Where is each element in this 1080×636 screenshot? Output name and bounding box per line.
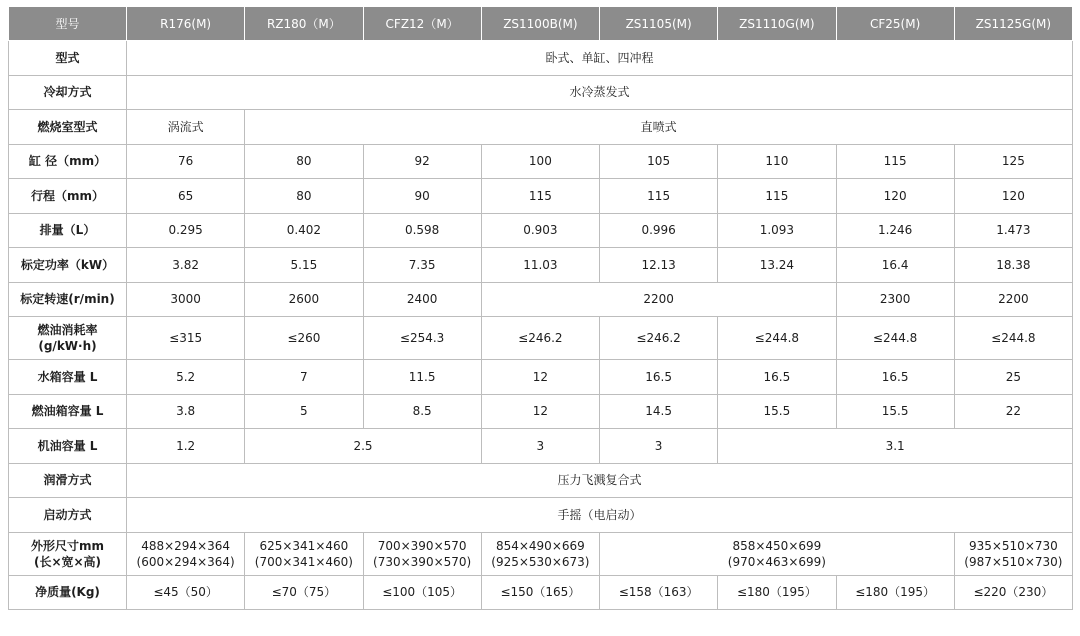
cell: ≤100（105） <box>363 575 481 610</box>
cell: 80 <box>245 144 363 179</box>
cell-line: 488×294×364 <box>141 538 231 553</box>
header-row <box>9 7 1073 41</box>
row-combustion <box>9 110 1073 145</box>
cell: ≤180（195） <box>836 575 954 610</box>
model-header: CF25(M) <box>836 7 954 41</box>
row-label: 型式 <box>9 41 127 76</box>
cell-line: (730×390×570) <box>373 554 472 569</box>
cell: 7.35 <box>363 248 481 283</box>
cell: 125 <box>954 144 1072 179</box>
cell-line: 858×450×699 <box>732 538 822 553</box>
row-starting <box>9 498 1073 533</box>
cell: 65 <box>127 179 245 214</box>
cell: 3 <box>481 429 599 464</box>
row-label: 标定功率（kW） <box>9 248 127 283</box>
cell: 2400 <box>363 282 481 317</box>
cell: 直喷式 <box>245 110 1073 145</box>
cell: 80 <box>245 179 363 214</box>
row-label-line: 燃油消耗率 <box>37 323 98 337</box>
cell: ≤260 <box>245 317 363 360</box>
cell: 0.402 <box>245 213 363 248</box>
row-stroke <box>9 179 1073 214</box>
cell: 3 <box>600 429 718 464</box>
cell: ≤150（165） <box>481 575 599 610</box>
cell: 8.5 <box>363 394 481 429</box>
row-cooling <box>9 75 1073 110</box>
cell: ≤45（50） <box>127 575 245 610</box>
cell: 115 <box>718 179 836 214</box>
cell: ≤244.8 <box>954 317 1072 360</box>
cell-line: (925×530×673) <box>491 554 590 569</box>
model-header: CFZ12（M） <box>363 7 481 41</box>
row-dimensions <box>9 532 1073 575</box>
row-displacement <box>9 213 1073 248</box>
cell-line: 854×490×669 <box>495 538 585 553</box>
cell: 92 <box>363 144 481 179</box>
row-fuel-consumption <box>9 317 1073 360</box>
cell: 1.2 <box>127 429 245 464</box>
cell: ≤158（163） <box>600 575 718 610</box>
cell: ≤70（75） <box>245 575 363 610</box>
cell <box>954 532 1072 575</box>
cell: 手摇（电启动） <box>127 498 1073 533</box>
cell: 11.5 <box>363 360 481 395</box>
cell: 18.38 <box>954 248 1072 283</box>
cell: 5.15 <box>245 248 363 283</box>
cell-line: 935×510×730 <box>968 538 1058 553</box>
row-label-line: 外形尺寸mm <box>30 538 104 553</box>
cell: 12.13 <box>600 248 718 283</box>
cell: ≤246.2 <box>600 317 718 360</box>
cell: 3.8 <box>127 394 245 429</box>
cell: 90 <box>363 179 481 214</box>
row-label: 机油容量 L <box>9 429 127 464</box>
cell: 105 <box>600 144 718 179</box>
cell-line: 625×341×460 <box>259 538 349 553</box>
cell: 110 <box>718 144 836 179</box>
row-rated-speed <box>9 282 1073 317</box>
model-header: R176(M) <box>127 7 245 41</box>
cell: 1.473 <box>954 213 1072 248</box>
cell <box>600 532 955 575</box>
cell: 3000 <box>127 282 245 317</box>
cell-line: (987×510×730) <box>964 554 1063 569</box>
cell: 16.4 <box>836 248 954 283</box>
cell-line: 700×390×570 <box>377 538 467 553</box>
cell: 22 <box>954 394 1072 429</box>
row-label <box>9 532 127 575</box>
cell: 115 <box>600 179 718 214</box>
cell: 16.5 <box>600 360 718 395</box>
model-header: RZ180（M） <box>245 7 363 41</box>
row-label: 冷却方式 <box>9 75 127 110</box>
cell-line: (600×294×364) <box>136 554 235 569</box>
cell: 5 <box>245 394 363 429</box>
cell: 1.093 <box>718 213 836 248</box>
cell: 11.03 <box>481 248 599 283</box>
cell: 14.5 <box>600 394 718 429</box>
cell: 0.903 <box>481 213 599 248</box>
row-label: 缸 径（mm） <box>9 144 127 179</box>
row-label-line: (长×宽×高) <box>33 554 102 569</box>
cell: 2600 <box>245 282 363 317</box>
header-label: 型号 <box>9 7 127 41</box>
cell: 120 <box>836 179 954 214</box>
cell: 120 <box>954 179 1072 214</box>
cell: 0.996 <box>600 213 718 248</box>
cell: ≤244.8 <box>718 317 836 360</box>
row-label: 排量（L） <box>9 213 127 248</box>
row-net-weight <box>9 575 1073 610</box>
cell: 5.2 <box>127 360 245 395</box>
cell <box>127 532 245 575</box>
cell: 1.246 <box>836 213 954 248</box>
cell: 115 <box>481 179 599 214</box>
row-label: 标定转速(r/min) <box>9 282 127 317</box>
row-lubrication <box>9 463 1073 498</box>
cell: ≤315 <box>127 317 245 360</box>
cell: 0.598 <box>363 213 481 248</box>
cell <box>245 532 363 575</box>
cell <box>481 532 599 575</box>
cell: 2200 <box>954 282 1072 317</box>
cell: 2200 <box>481 282 836 317</box>
cell: 涡流式 <box>127 110 245 145</box>
row-water-tank <box>9 360 1073 395</box>
cell: 100 <box>481 144 599 179</box>
row-label: 水箱容量 L <box>9 360 127 395</box>
cell: ≤220（230） <box>954 575 1072 610</box>
row-oil <box>9 429 1073 464</box>
row-rated-power <box>9 248 1073 283</box>
cell: 15.5 <box>718 394 836 429</box>
model-header: ZS1105(M) <box>600 7 718 41</box>
cell: 12 <box>481 360 599 395</box>
cell: 水冷蒸发式 <box>127 75 1073 110</box>
cell: 2300 <box>836 282 954 317</box>
cell-line: (700×341×460) <box>254 554 353 569</box>
cell: 压力飞溅复合式 <box>127 463 1073 498</box>
cell: ≤254.3 <box>363 317 481 360</box>
model-header: ZS1125G(M) <box>954 7 1072 41</box>
row-label-line: (g/kW·h) <box>38 339 97 353</box>
cell: 25 <box>954 360 1072 395</box>
row-label: 净质量(Kg) <box>9 575 127 610</box>
cell: 12 <box>481 394 599 429</box>
row-label: 润滑方式 <box>9 463 127 498</box>
cell: 3.1 <box>718 429 1073 464</box>
cell: 3.82 <box>127 248 245 283</box>
cell: 15.5 <box>836 394 954 429</box>
row-bore <box>9 144 1073 179</box>
cell: 16.5 <box>718 360 836 395</box>
cell: 13.24 <box>718 248 836 283</box>
cell: 16.5 <box>836 360 954 395</box>
cell: ≤244.8 <box>836 317 954 360</box>
row-type <box>9 41 1073 76</box>
cell <box>363 532 481 575</box>
cell: 7 <box>245 360 363 395</box>
cell: ≤180（195） <box>718 575 836 610</box>
cell: 2.5 <box>245 429 482 464</box>
model-header: ZS1110G(M) <box>718 7 836 41</box>
row-fuel-tank <box>9 394 1073 429</box>
cell: 卧式、单缸、四冲程 <box>127 41 1073 76</box>
row-label <box>9 317 127 360</box>
engine-spec-table <box>8 6 1073 610</box>
cell: 76 <box>127 144 245 179</box>
cell-line: (970×463×699) <box>727 554 826 569</box>
cell: 0.295 <box>127 213 245 248</box>
row-label: 燃油箱容量 L <box>9 394 127 429</box>
row-label: 启动方式 <box>9 498 127 533</box>
row-label: 燃烧室型式 <box>9 110 127 145</box>
cell: ≤246.2 <box>481 317 599 360</box>
model-header: ZS1100B(M) <box>481 7 599 41</box>
row-label: 行程（mm） <box>9 179 127 214</box>
cell: 115 <box>836 144 954 179</box>
